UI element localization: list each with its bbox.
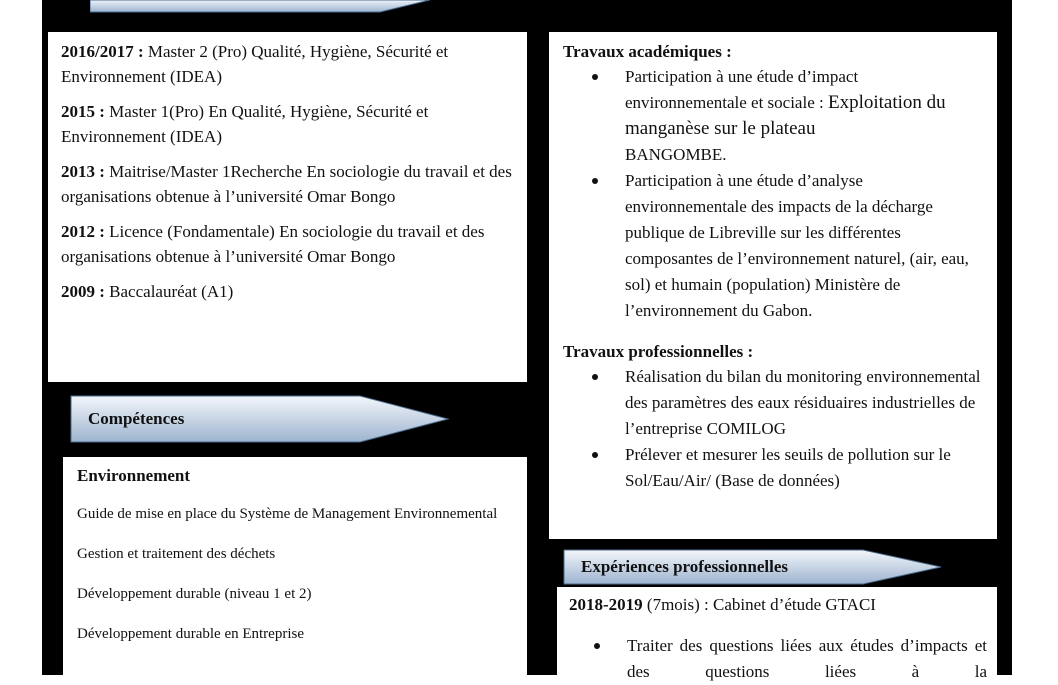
competences-header-arrow: [70, 394, 450, 444]
experience-box: [557, 587, 997, 681]
list-item: Prélever et mesurer les seuils de pollution sur le Sol/Eau/Air/ (Base de données): [625, 442, 983, 494]
competences-box: [63, 457, 527, 675]
experience-entry: 2018-2019 (7mois) : Cabinet d’étude GTACI: [569, 595, 876, 614]
competence-item: Gestion et traitement des déchets: [77, 546, 276, 562]
competences-header: Compétences: [88, 409, 185, 428]
works-box: [549, 32, 997, 539]
competence-item: Développement durable en Entreprise: [77, 626, 304, 642]
experience-list: [569, 633, 987, 685]
list-item: Réalisation du bilan du monitoring environnemental des paramètres des eaux résiduaires industrielles de l’entreprise COMILOG: [625, 364, 983, 442]
top-section-arrow: [90, 0, 430, 14]
competences-title: Environnement: [77, 466, 191, 485]
list-item: Participation à une étude d’impact environnementale et sociale : Exploitation du manganèse sur le plateau BANGOMBE.: [625, 64, 983, 168]
education-box: [48, 32, 527, 382]
education-entry: 2009 : Baccalauréat (A1): [61, 282, 234, 301]
competence-item: Développement durable (niveau 1 et 2): [77, 586, 312, 602]
experience-header-arrow: [563, 548, 943, 586]
professional-works-list: [563, 364, 983, 494]
experience-header: Expériences professionnelles: [581, 557, 788, 576]
professional-works-title: Travaux professionnelles :: [563, 342, 754, 361]
academic-works-title: Travaux académiques :: [563, 42, 732, 61]
education-entry: 2016/2017 : Master 2 (Pro) Qualité, Hygiène, Sécurité et Environnement (IDEA): [61, 42, 449, 86]
academic-works-list: [563, 64, 983, 324]
competence-item: Guide de mise en place du Système de Management Environnemental: [77, 506, 498, 522]
list-item: Traiter des questions liées aux études d’impacts et des questions liées à la: [627, 633, 987, 685]
education-entry: 2013 : Maitrise/Master 1Recherche En sociologie du travail et des organisations obtenue à l’université Omar Bongo: [61, 162, 512, 206]
education-entry: 2012 : Licence (Fondamentale) En sociologie du travail et des organisations obtenue à l’université Omar Bongo: [61, 222, 485, 266]
education-entry: 2015 : Master 1(Pro) En Qualité, Hygiène, Sécurité et Environnement (IDEA): [61, 102, 429, 146]
list-item: Participation à une étude d’analyse environnementale des impacts de la décharge publique de Libreville sur les différentes composantes de l’environnement naturel, (air, eau, sol) et humain (population) Ministère de l’environnement du Gabon.: [625, 168, 983, 324]
